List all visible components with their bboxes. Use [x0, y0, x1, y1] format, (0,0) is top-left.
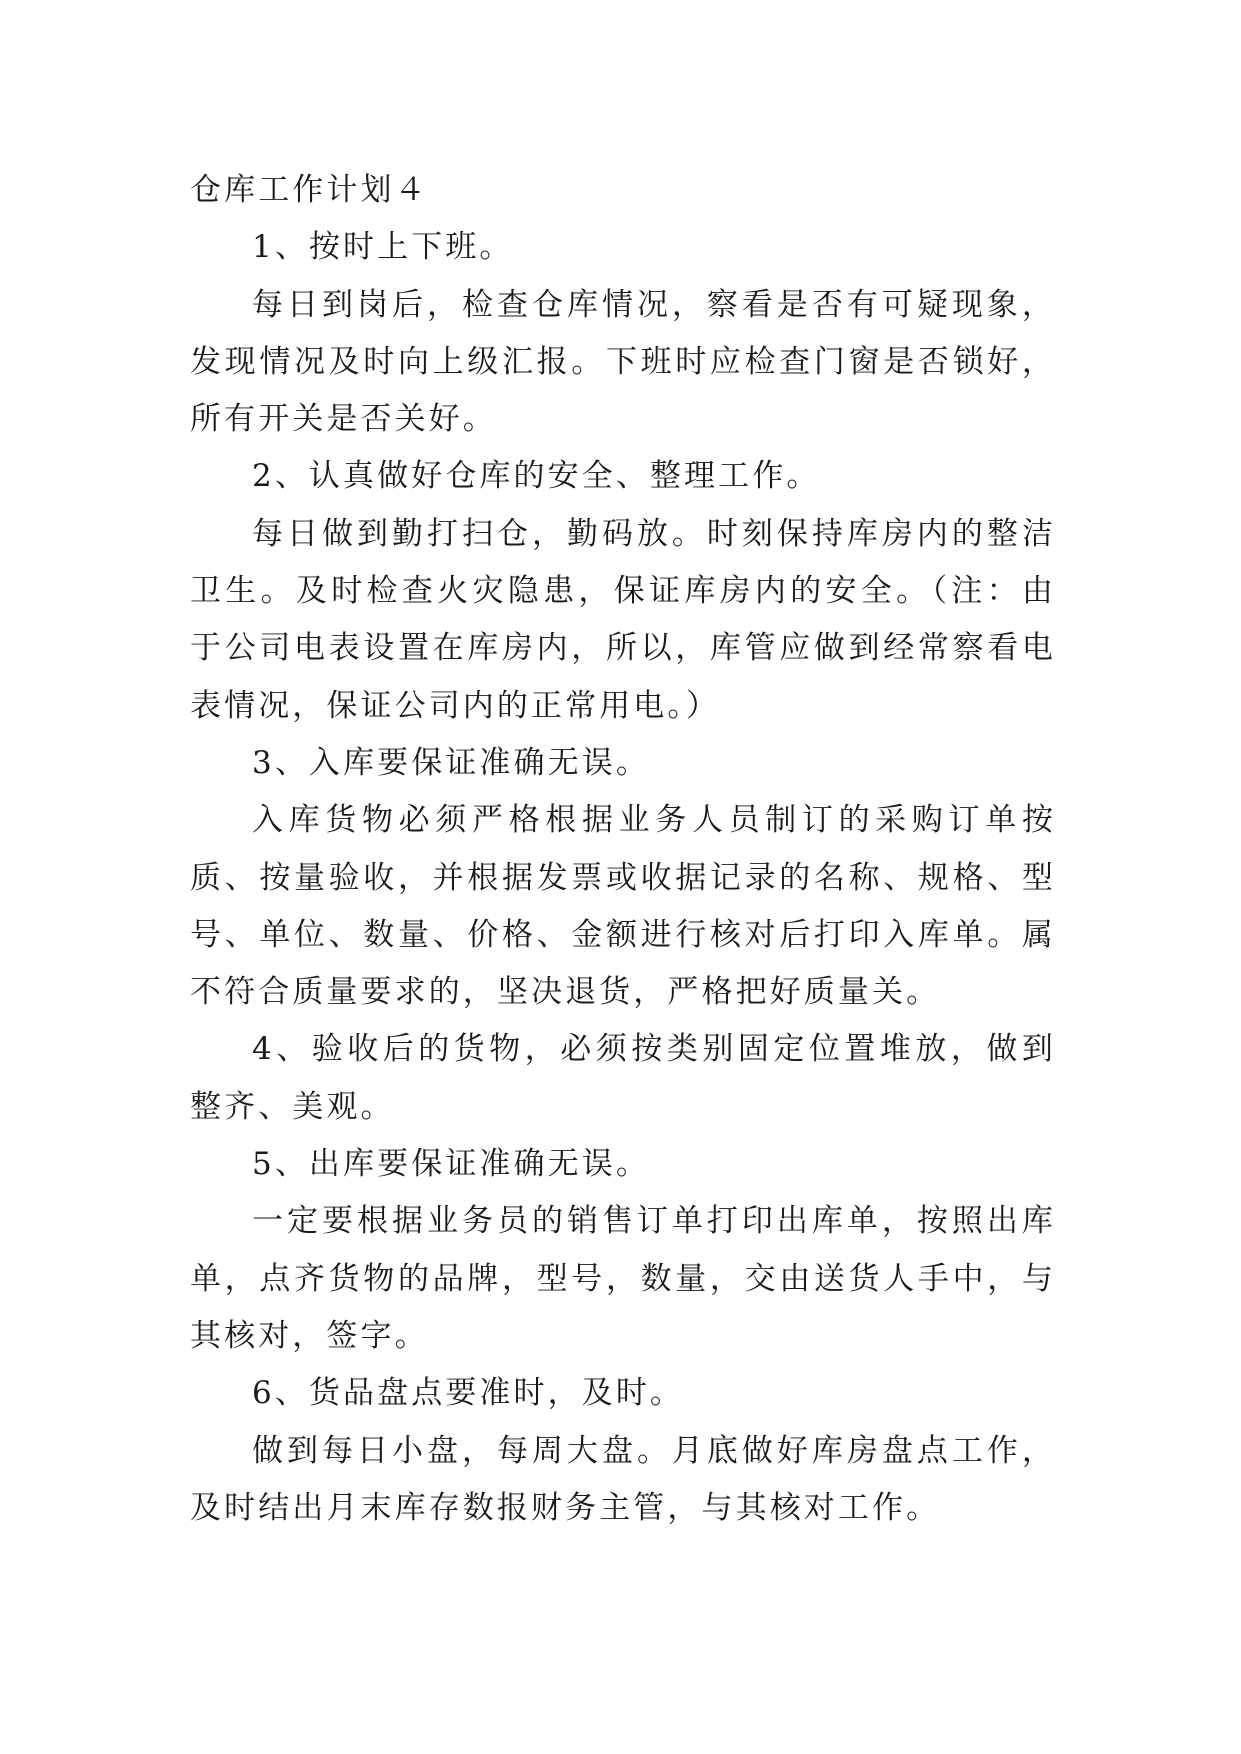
document-title: 仓库工作计划４	[190, 172, 429, 208]
paragraph-item-5: 5、出库要保证准确无误。	[252, 1146, 650, 1183]
paragraph-item-1: 1、按时上下班。	[252, 229, 514, 266]
paragraph-item-2: 2、认真做好仓库的安全、整理工作。	[252, 458, 821, 495]
paragraph-inbound: 入库货物必须严格根据业务人员制订的采购订单按质、按量验收，并根据发票或收据记录的名称、规格、型号、单位、数量、价格、金额进行核对后打印入库单。属不符合质量要求的，坚决退货，严格把好质量关。	[190, 802, 1056, 1011]
paragraph-safety: 每日做到勤打扫仓，勤码放。时刻保持库房内的整洁卫生。及时检查火灾隐患，保证库房内的安全。（注：由于公司电表设置在库房内，所以，库管应做到经常察看电表情况，保证公司内的正常用电。）	[190, 515, 1056, 724]
paragraph-inventory: 做到每日小盘，每周大盘。月底做好库房盘点工作，及时结出月末库存数报财务主管，与其核对工作。	[190, 1432, 1056, 1526]
paragraph-item-4: 4、验收后的货物，必须按类别固定位置堆放，做到整齐、美观。	[190, 1031, 1056, 1125]
paragraph-daily-check: 每日到岗后，检查仓库情况，察看是否有可疑现象，发现情况及时向上级汇报。下班时应检查门窗是否锁好，所有开关是否关好。	[190, 286, 1056, 438]
paragraph-item-6: 6、货品盘点要准时，及时。	[252, 1375, 685, 1412]
paragraph-outbound: 一定要根据业务员的销售订单打印出库单，按照出库单，点齐货物的品牌，型号，数量，交由送货人手中，与其核对，签字。	[190, 1203, 1056, 1354]
document-body	[190, 162, 1056, 1537]
paragraph-item-3: 3、入库要保证准确无误。	[252, 744, 650, 781]
